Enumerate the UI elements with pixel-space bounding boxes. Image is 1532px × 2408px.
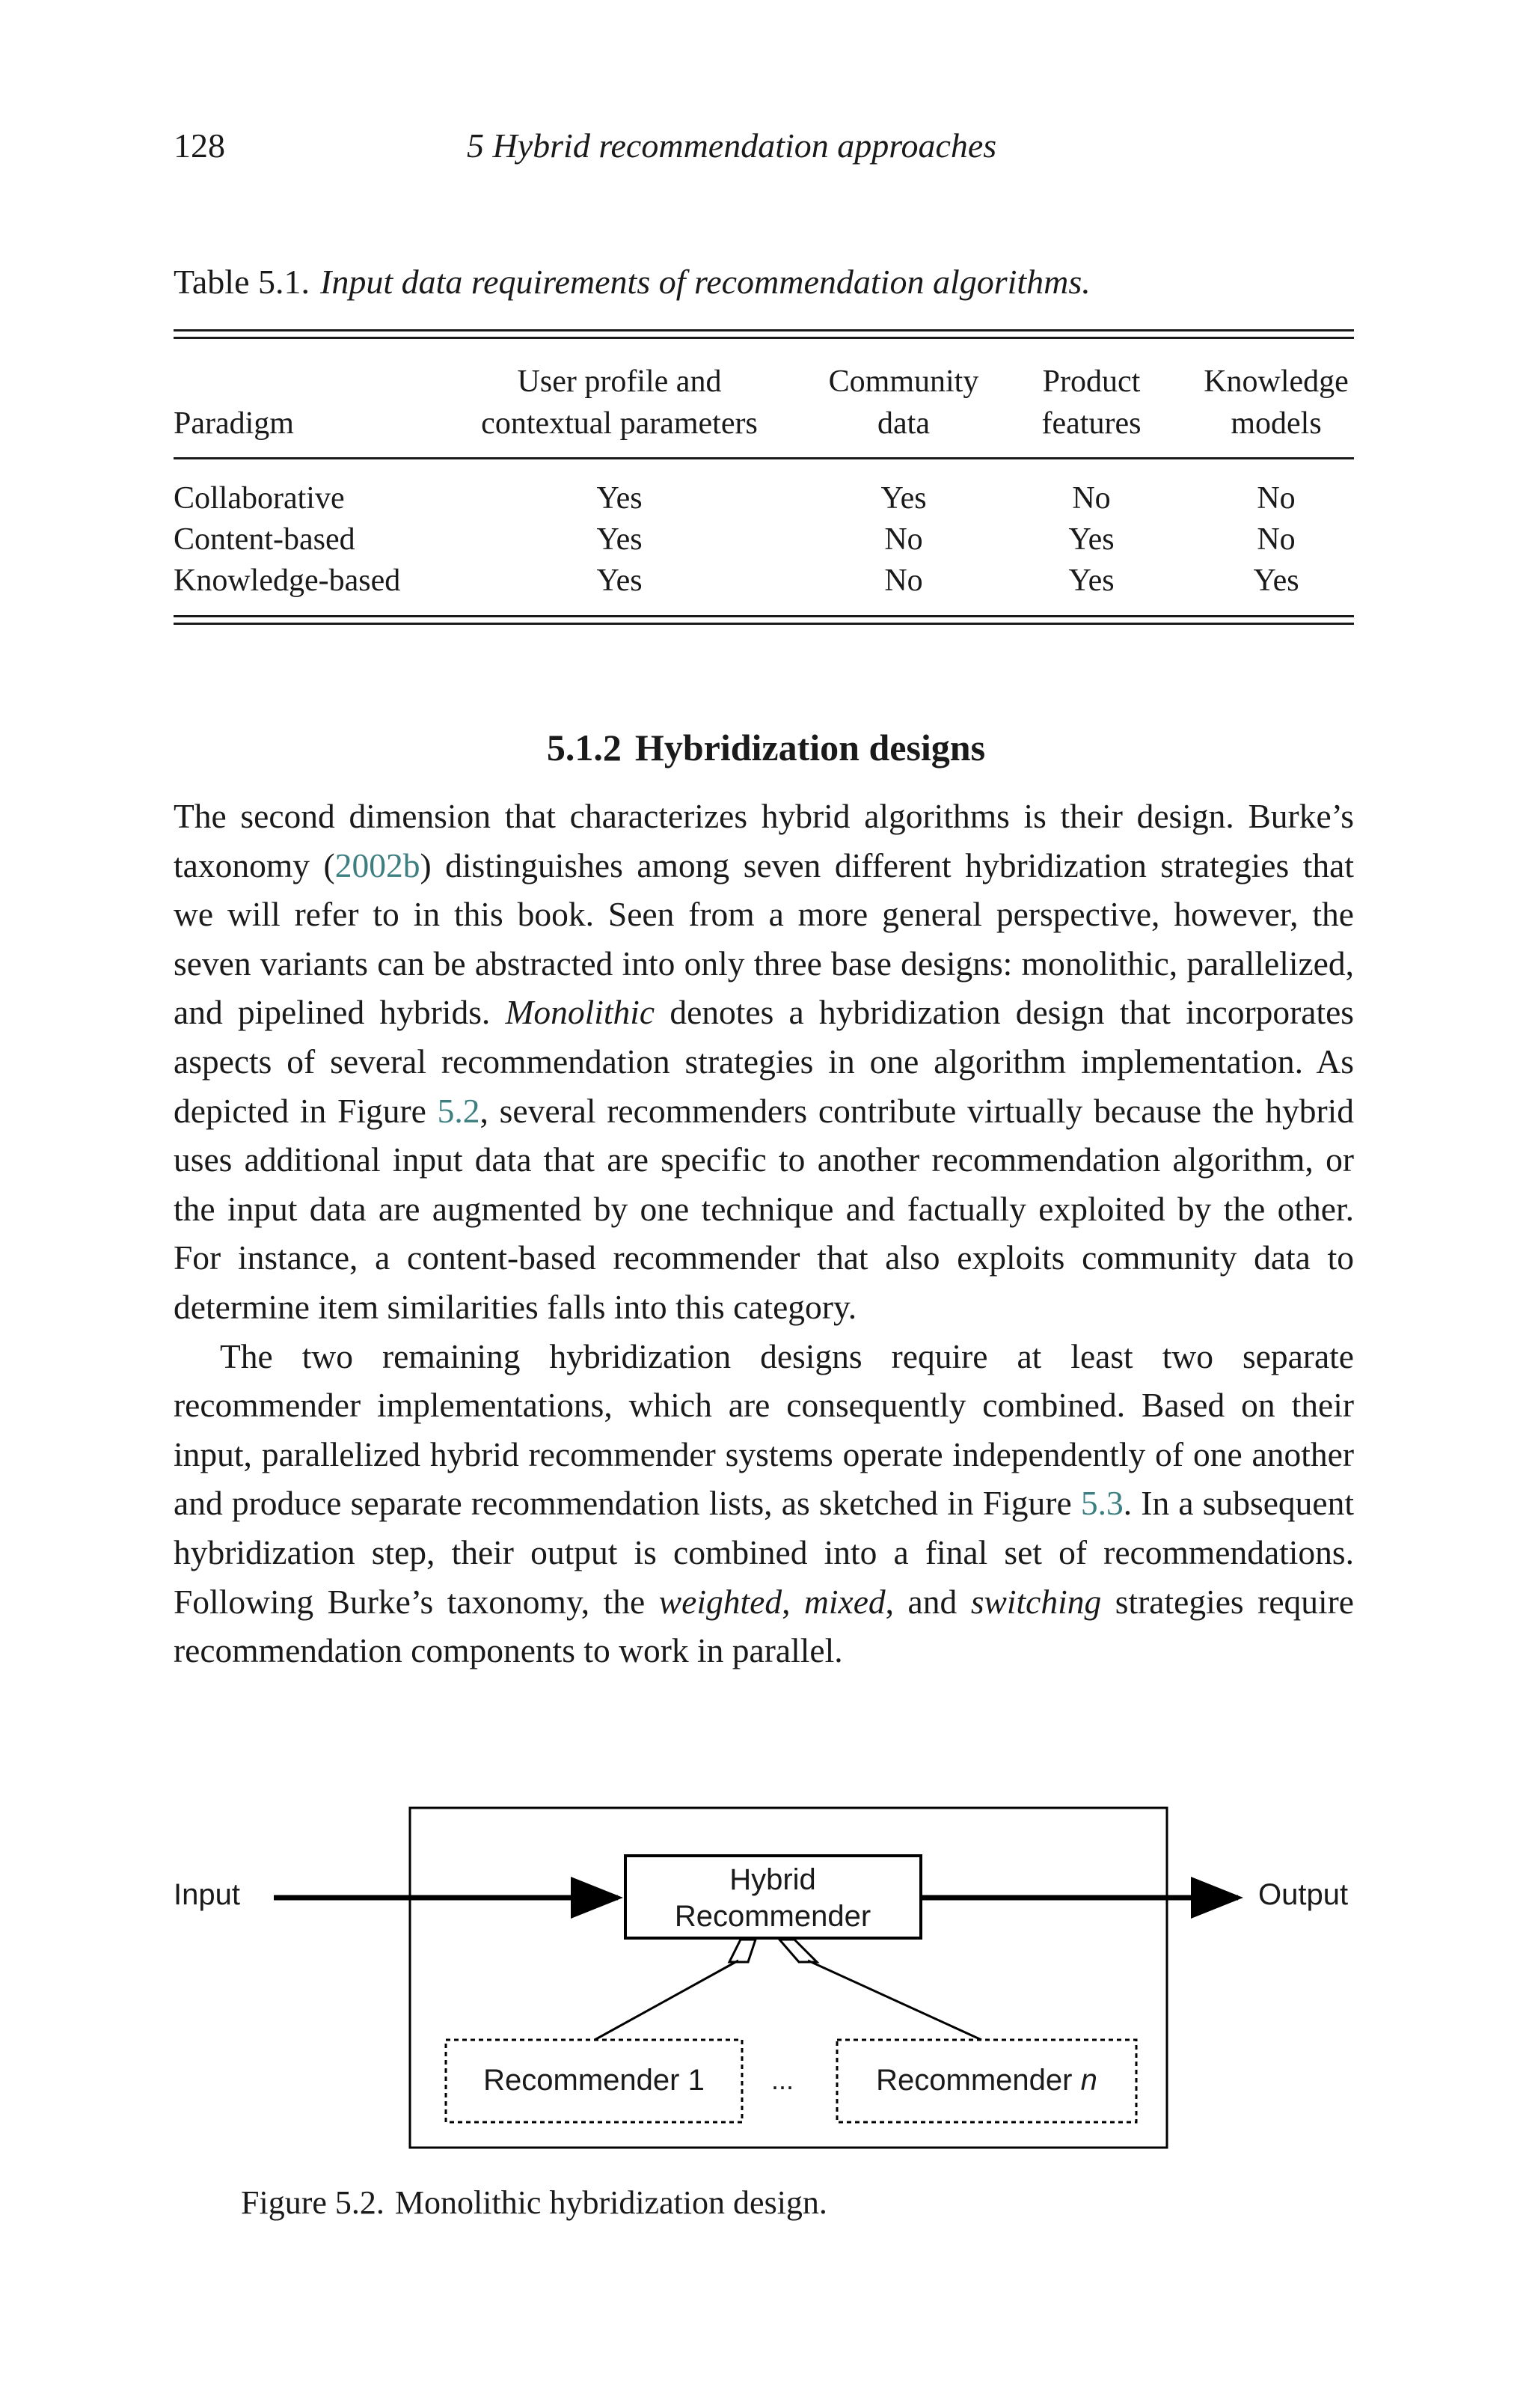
section-number: 5.1.2 xyxy=(546,727,622,768)
recommender-1-label: Recommender 1 xyxy=(483,2064,705,2097)
section-title: Hybridization designs xyxy=(634,727,986,768)
recommender-n-label-main: Recommender xyxy=(876,2064,1081,2097)
figure-caption-title: Monolithic hybridization design. xyxy=(394,2184,827,2221)
figure-link-5-2[interactable]: 5.2 xyxy=(437,1091,480,1130)
recommender-n-label xyxy=(876,2064,1097,2097)
table-cell-r3-user: Yes xyxy=(596,563,643,598)
table-cell-r3-knowledge: Yes xyxy=(1253,563,1299,598)
table-cell-r1-knowledge: No xyxy=(1257,481,1296,516)
section-heading xyxy=(0,726,1532,769)
table-caption-label: Table 5.1. xyxy=(174,263,310,301)
paragraph-2-text-e: strategies require recommendation components to work in parallel. xyxy=(174,1582,1354,1670)
running-head xyxy=(174,126,1355,178)
figure-caption xyxy=(241,2184,827,2222)
table-bottom-rule xyxy=(174,615,1354,617)
table-cell-r2-product: Yes xyxy=(1068,522,1115,557)
paragraph-1 xyxy=(174,792,1354,1332)
hybrid-label-line1: Hybrid xyxy=(729,1863,816,1896)
body-text xyxy=(174,792,1354,1675)
table-cell-r2-community: No xyxy=(884,522,923,557)
connector-line-1 xyxy=(595,1961,738,2040)
table-cell-r3-paradigm: Knowledge-based xyxy=(174,563,401,598)
paragraph-1-text-a: The second dimension that characterizes hybrid algorithms is their design. Burke’s taxonomy ( xyxy=(174,797,1354,884)
recommender-n-label-n: n xyxy=(1080,2064,1097,2097)
term-switching: switching xyxy=(970,1582,1102,1621)
paragraph-2-text-a: The two remaining hybridization designs require at least two separate recommender implementations, which are consequently combined. Based on their input, parallelized hybrid recommender systems operate independently of one another and produce separate recommendation lists, as sketched in Figure xyxy=(174,1336,1354,1523)
citation-link-2002b[interactable]: 2002b xyxy=(334,846,420,884)
hybrid-label-line2: Recommender xyxy=(674,1900,871,1933)
figure-caption-label: Figure 5.2. xyxy=(241,2184,384,2221)
term-monolithic: Monolithic xyxy=(505,993,655,1032)
table-header-knowledge-line2: models xyxy=(1231,406,1322,441)
left-socket xyxy=(729,1940,756,1962)
table-cell-r1-product: No xyxy=(1072,481,1111,516)
connector-line-n xyxy=(808,1961,981,2040)
table-cell-r1-community: Yes xyxy=(880,481,927,516)
table-bottom-rule-2 xyxy=(174,623,1354,625)
page-number: 128 xyxy=(174,126,225,165)
ellipsis-label: ... xyxy=(770,2065,794,2095)
figure-link-5-3[interactable]: 5.3 xyxy=(1080,1484,1124,1523)
table-cell-r3-product: Yes xyxy=(1068,563,1115,598)
table-caption-title: Input data requirements of recommendation algorithms. xyxy=(320,263,1091,301)
right-socket xyxy=(779,1940,817,1962)
table-top-rule xyxy=(174,329,1354,331)
table-cell-r2-paradigm: Content-based xyxy=(174,522,355,557)
table-header-community-line1: Community xyxy=(828,364,979,399)
table-header-paradigm: Paradigm xyxy=(174,406,294,441)
table-header-product-line1: Product xyxy=(1042,364,1141,399)
paragraph-2-text-d: , and xyxy=(885,1582,971,1621)
table-cell-r2-knowledge: No xyxy=(1257,522,1296,557)
running-title: 5 Hybrid recommendation approaches xyxy=(467,126,997,165)
paragraph-1-text-b: ) distinguishes among seven different hybridization strategies that we will refer to in this book. Seen from a more general perspective, however, the seven variants can be abstracted into only three base designs: monolithic, parallelized, and pipelined hybrids. xyxy=(174,846,1354,1032)
table-header-knowledge-line1: Knowledge xyxy=(1204,364,1349,399)
table-cell-r2-user: Yes xyxy=(596,522,643,557)
table-cell-r1-paradigm: Collaborative xyxy=(174,481,345,516)
table-header-community-line2: data xyxy=(877,406,930,441)
table-header-user-profile-line1: User profile and xyxy=(517,364,722,399)
table-cell-r1-user: Yes xyxy=(596,481,643,516)
term-mixed: mixed xyxy=(804,1582,886,1621)
table-header-user-profile-line2: contextual parameters xyxy=(481,406,758,441)
paragraph-2-text-c: , xyxy=(782,1582,804,1621)
paragraph-1-text-d: , several recommenders contribute virtually because the hybrid uses additional input data that are specific to another recommendation algorithm, or the input data are augmented by one technique and factually exploited by the other. For instance, a content-based recommender that also exploits community data to determine item similarities falls into this category. xyxy=(174,1091,1354,1326)
term-weighted: weighted xyxy=(658,1582,782,1621)
table-header-rule xyxy=(174,457,1354,459)
input-label: Input xyxy=(174,1878,240,1911)
monolithic-design-diagram xyxy=(0,1781,1532,2170)
paragraph-2-text-b: . In a subsequent hybridization step, their output is combined into a final set of recommendations. Following Burke’s taxonomy, the xyxy=(174,1484,1354,1621)
paragraph-1-text-c: denotes a hybridization design that incorporates aspects of several recommendation strategies in one algorithm implementation. As depicted in Figure xyxy=(174,993,1354,1130)
table-caption xyxy=(174,262,1091,302)
table-header-product-line2: features xyxy=(1041,406,1142,441)
table-cell-r3-community: No xyxy=(884,563,923,598)
output-label: Output xyxy=(1258,1878,1349,1911)
paragraph-2 xyxy=(174,1332,1354,1675)
table-top-rule-2 xyxy=(174,337,1354,339)
